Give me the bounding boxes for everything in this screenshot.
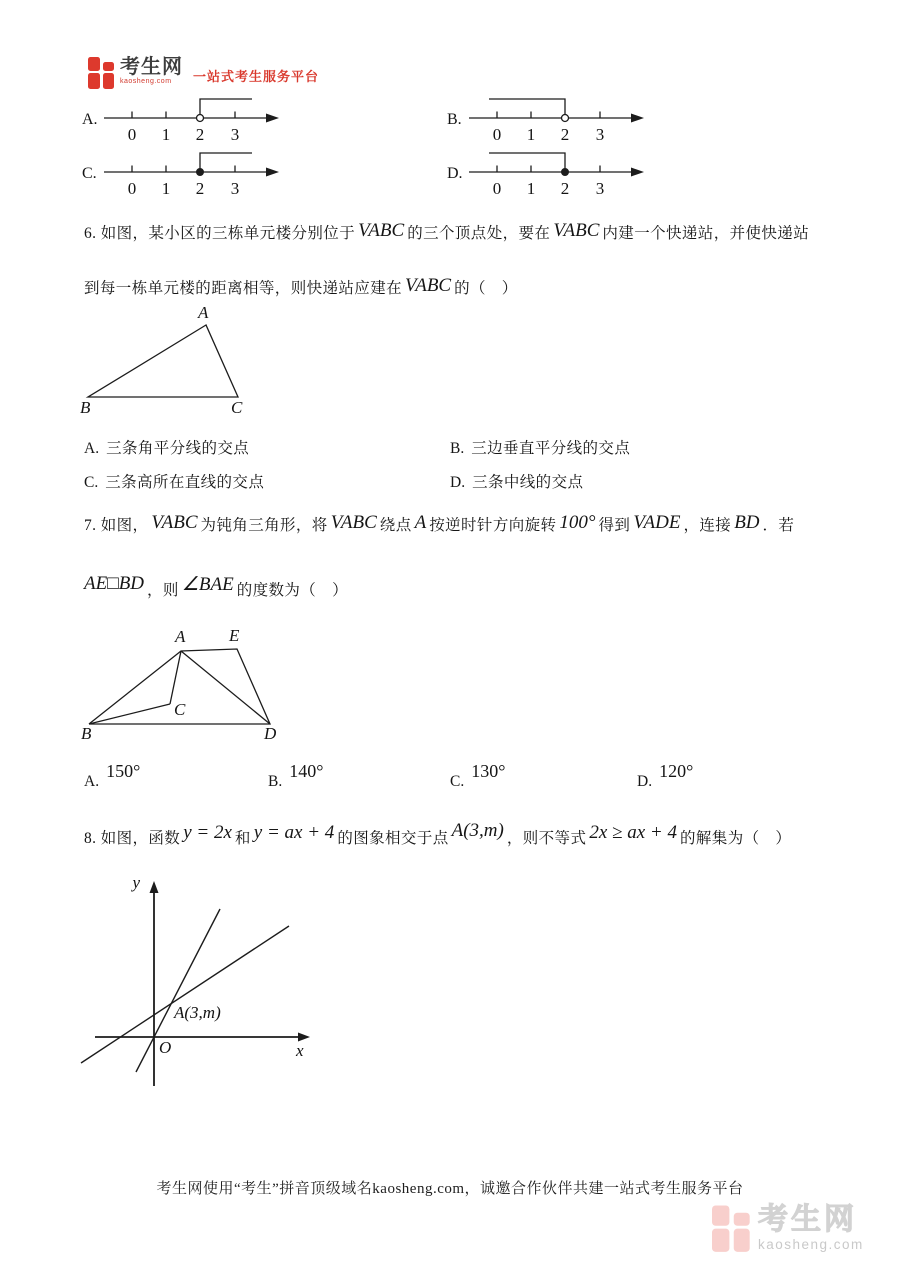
q6-option-a: A. 三条角平分线的交点 — [84, 440, 250, 457]
tick-label: 3 — [230, 125, 240, 144]
filled-point — [197, 169, 204, 176]
vertex-label-b: B — [81, 724, 92, 743]
y-axis-arrow-icon — [150, 881, 159, 893]
tick-label: 1 — [161, 179, 171, 198]
q7-stem-line2: AE□BD ，则 ∠BAE 的度数为（ ） — [84, 573, 348, 599]
triangle — [88, 325, 238, 397]
vertex-label-b: B — [80, 398, 91, 417]
q6-option-b: B. 三边垂直平分线的交点 — [450, 440, 631, 457]
brand-domain: kaosheng.com — [120, 78, 172, 85]
line-y-equals-ax-plus-4 — [81, 926, 289, 1063]
range-bracket — [489, 99, 565, 114]
range-bracket — [200, 99, 252, 114]
tick-label: 0 — [127, 179, 137, 198]
tick-label: 0 — [492, 125, 502, 144]
range-bracket — [200, 153, 252, 172]
q8-graph-figure — [70, 872, 320, 1092]
axis-arrow-icon — [631, 168, 644, 177]
range-bracket — [489, 153, 565, 172]
brand-tagline: 一站式考生服务平台 — [193, 69, 320, 84]
tick-label: 2 — [560, 125, 570, 144]
q7-option-a: A.150° — [84, 761, 141, 790]
tick-label: 1 — [161, 125, 171, 144]
axis-arrow-icon — [631, 114, 644, 123]
tick-label: 3 — [595, 179, 605, 198]
kaosheng-watermark — [712, 1204, 864, 1252]
tick-label: 3 — [595, 125, 605, 144]
footer-text: 考生网使用“考生”拼音顶级域名kaosheng.com，诚邀合作伙伴共建一站式考生服务平台 — [156, 1181, 744, 1197]
tick-label: 0 — [492, 179, 502, 198]
axis-arrow-icon — [266, 168, 279, 177]
line-y-equals-2x — [136, 909, 220, 1072]
y-axis-label: y — [132, 873, 140, 892]
q8-stem-line: 8. 如图，函数 y = 2x 和 y = ax + 4 的图象相交于点 A(3,m) ，则不等式 2x ≥ ax + 4 的解集为（ ） — [84, 820, 792, 847]
tick-label: 2 — [195, 179, 205, 198]
x-axis-label: x — [296, 1041, 304, 1060]
numberline-option-a — [80, 90, 295, 148]
q6-triangle-figure — [78, 303, 338, 418]
vertex-label-d: D — [264, 724, 277, 743]
kaosheng-logo-icon — [88, 56, 116, 90]
q7-option-d: D.120° — [637, 761, 694, 790]
open-point — [197, 115, 204, 122]
q6-stem-line2: 到每一栋单元楼的距离相等，则快递站应建在 VABC 的（ ） — [84, 275, 518, 297]
q6-option-c: C. 三条高所在直线的交点 — [84, 474, 265, 491]
q7-option-c: C.130° — [450, 761, 506, 790]
numberline-option-d — [445, 144, 660, 202]
option-letter: C. — [82, 165, 97, 182]
numberline-option-b — [445, 90, 660, 148]
brand-name: 考生网 — [120, 56, 183, 78]
q7-option-b: B.140° — [268, 761, 324, 790]
vertex-label-c: C — [231, 398, 243, 417]
vertex-label-e: E — [229, 626, 240, 645]
vertex-label-c: C — [174, 700, 186, 719]
option-letter: B. — [447, 111, 462, 128]
tick-label: 3 — [230, 179, 240, 198]
tick-label: 2 — [560, 179, 570, 198]
tick-label: 1 — [526, 125, 536, 144]
intersection-point-label: A(3,m) — [174, 1003, 221, 1022]
axis-arrow-icon — [266, 114, 279, 123]
origin-label: O — [159, 1038, 172, 1057]
vertex-label-a: A — [175, 627, 186, 646]
tick-label: 0 — [127, 125, 137, 144]
open-point — [562, 115, 569, 122]
watermark-brand: 考生网 — [758, 1203, 857, 1236]
watermark-domain: kaosheng.com — [758, 1237, 864, 1252]
option-letter: D. — [447, 165, 463, 182]
option-letter: A. — [82, 111, 98, 128]
q7-rotation-figure — [78, 628, 338, 748]
kaosheng-logo — [88, 56, 319, 90]
q6-stem-line1: 6. 如图，某小区的三栋单元楼分别位于 VABC 的三个顶点处，要在 VABC 内建一个快递站，并使快递站 — [84, 220, 810, 242]
filled-point — [562, 169, 569, 176]
q7-stem-line1: 7. 如图， VABC 为钝角三角形，将 VABC 绕点 A 按逆时针方向旋转 100° 得到 VADE ，连接 BD ．若 — [84, 512, 795, 534]
numberline-option-c — [80, 144, 295, 202]
q6-option-d: D. 三条中线的交点 — [450, 474, 584, 491]
vertex-label-a: A — [198, 303, 209, 322]
watermark-logo-icon — [712, 1204, 753, 1253]
tick-label: 2 — [195, 125, 205, 144]
tick-label: 1 — [526, 179, 536, 198]
